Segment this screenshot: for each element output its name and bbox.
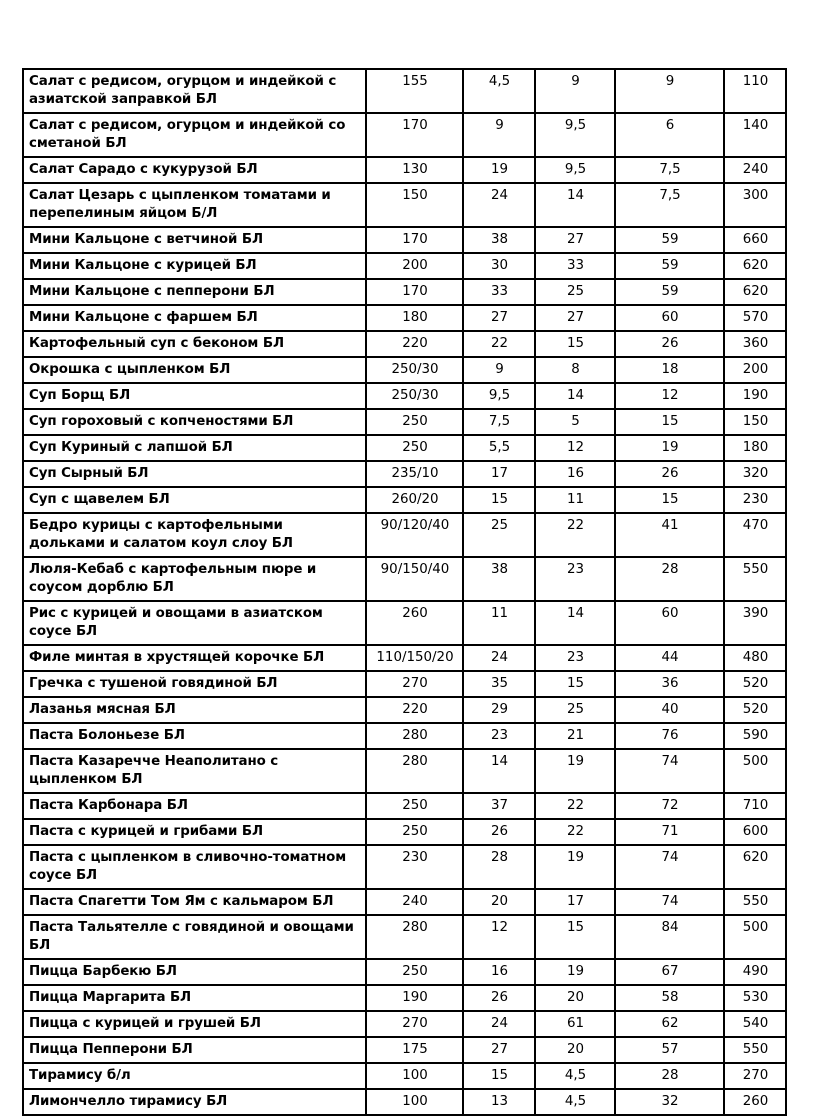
table-row — [23, 357, 786, 383]
dish-name-cell: Салат с редисом, огурцом и индейкой со сметаной БЛ — [23, 113, 366, 157]
dish-name-cell: Мини Кальцоне с фаршем БЛ — [23, 305, 366, 331]
carbs-cell: 74 — [615, 845, 724, 889]
fat-cell: 22 — [535, 793, 615, 819]
kcal-cell: 230 — [724, 487, 786, 513]
nutrition-sheet — [22, 68, 787, 1116]
table-row — [23, 749, 786, 793]
kcal-cell: 140 — [724, 113, 786, 157]
table-row — [23, 69, 786, 113]
kcal-cell: 600 — [724, 819, 786, 845]
dish-name-cell: Паста Казаречче Неаполитано с цыпленком БЛ — [23, 749, 366, 793]
dish-name-cell: Салат Сарадо с кукурузой БЛ — [23, 157, 366, 183]
kcal-cell: 390 — [724, 601, 786, 645]
weight-cell: 220 — [366, 697, 463, 723]
protein-cell: 15 — [463, 487, 535, 513]
table-row — [23, 305, 786, 331]
dish-name-cell: Салат Цезарь с цыпленком томатами и перепелиным яйцом Б/Л — [23, 183, 366, 227]
protein-cell: 38 — [463, 557, 535, 601]
table-row — [23, 331, 786, 357]
carbs-cell: 26 — [615, 461, 724, 487]
kcal-cell: 590 — [724, 723, 786, 749]
table-row — [23, 383, 786, 409]
weight-cell: 250 — [366, 409, 463, 435]
fat-cell: 19 — [535, 749, 615, 793]
fat-cell: 20 — [535, 985, 615, 1011]
carbs-cell: 19 — [615, 435, 724, 461]
protein-cell: 26 — [463, 819, 535, 845]
kcal-cell: 710 — [724, 793, 786, 819]
carbs-cell: 74 — [615, 889, 724, 915]
table-row — [23, 915, 786, 959]
carbs-cell: 32 — [615, 1089, 724, 1115]
protein-cell: 25 — [463, 513, 535, 557]
kcal-cell: 150 — [724, 409, 786, 435]
carbs-cell: 28 — [615, 557, 724, 601]
dish-name-cell: Окрошка с цыпленком БЛ — [23, 357, 366, 383]
dish-name-cell: Пицца Барбекю БЛ — [23, 959, 366, 985]
weight-cell: 190 — [366, 985, 463, 1011]
fat-cell: 14 — [535, 383, 615, 409]
kcal-cell: 570 — [724, 305, 786, 331]
fat-cell: 22 — [535, 513, 615, 557]
fat-cell: 22 — [535, 819, 615, 845]
protein-cell: 29 — [463, 697, 535, 723]
table-row — [23, 1089, 786, 1115]
table-row — [23, 959, 786, 985]
dish-name-cell: Бедро курицы с картофельными дольками и салатом коул слоу БЛ — [23, 513, 366, 557]
carbs-cell: 18 — [615, 357, 724, 383]
dish-name-cell: Суп с щавелем БЛ — [23, 487, 366, 513]
dish-name-cell: Мини Кальцоне с ветчиной БЛ — [23, 227, 366, 253]
protein-cell: 27 — [463, 305, 535, 331]
table-row — [23, 487, 786, 513]
fat-cell: 19 — [535, 959, 615, 985]
weight-cell: 90/120/40 — [366, 513, 463, 557]
weight-cell: 250 — [366, 435, 463, 461]
weight-cell: 240 — [366, 889, 463, 915]
dish-name-cell: Мини Кальцоне с курицей БЛ — [23, 253, 366, 279]
protein-cell: 24 — [463, 183, 535, 227]
protein-cell: 12 — [463, 915, 535, 959]
kcal-cell: 190 — [724, 383, 786, 409]
dish-name-cell: Паста с курицей и грибами БЛ — [23, 819, 366, 845]
kcal-cell: 530 — [724, 985, 786, 1011]
protein-cell: 22 — [463, 331, 535, 357]
carbs-cell: 59 — [615, 279, 724, 305]
kcal-cell: 520 — [724, 697, 786, 723]
protein-cell: 37 — [463, 793, 535, 819]
table-row — [23, 435, 786, 461]
kcal-cell: 520 — [724, 671, 786, 697]
carbs-cell: 60 — [615, 601, 724, 645]
protein-cell: 27 — [463, 1037, 535, 1063]
kcal-cell: 620 — [724, 845, 786, 889]
fat-cell: 33 — [535, 253, 615, 279]
fat-cell: 17 — [535, 889, 615, 915]
protein-cell: 11 — [463, 601, 535, 645]
weight-cell: 220 — [366, 331, 463, 357]
protein-cell: 26 — [463, 985, 535, 1011]
fat-cell: 9,5 — [535, 157, 615, 183]
fat-cell: 19 — [535, 845, 615, 889]
carbs-cell: 57 — [615, 1037, 724, 1063]
kcal-cell: 180 — [724, 435, 786, 461]
kcal-cell: 500 — [724, 749, 786, 793]
table-row — [23, 557, 786, 601]
protein-cell: 33 — [463, 279, 535, 305]
weight-cell: 170 — [366, 227, 463, 253]
protein-cell: 7,5 — [463, 409, 535, 435]
table-row — [23, 157, 786, 183]
weight-cell: 90/150/40 — [366, 557, 463, 601]
weight-cell: 280 — [366, 723, 463, 749]
table-row — [23, 1063, 786, 1089]
weight-cell: 155 — [366, 69, 463, 113]
table-row — [23, 645, 786, 671]
carbs-cell: 36 — [615, 671, 724, 697]
nutrition-table — [22, 68, 787, 1116]
carbs-cell: 71 — [615, 819, 724, 845]
kcal-cell: 200 — [724, 357, 786, 383]
table-row — [23, 793, 786, 819]
table-row — [23, 889, 786, 915]
dish-name-cell: Тирамису б/л — [23, 1063, 366, 1089]
kcal-cell: 620 — [724, 279, 786, 305]
kcal-cell: 550 — [724, 1037, 786, 1063]
protein-cell: 19 — [463, 157, 535, 183]
table-row — [23, 227, 786, 253]
carbs-cell: 26 — [615, 331, 724, 357]
carbs-cell: 74 — [615, 749, 724, 793]
fat-cell: 14 — [535, 183, 615, 227]
kcal-cell: 260 — [724, 1089, 786, 1115]
weight-cell: 110/150/20 — [366, 645, 463, 671]
protein-cell: 35 — [463, 671, 535, 697]
protein-cell: 14 — [463, 749, 535, 793]
weight-cell: 170 — [366, 279, 463, 305]
dish-name-cell: Паста Спагетти Том Ям с кальмаром БЛ — [23, 889, 366, 915]
fat-cell: 15 — [535, 671, 615, 697]
dish-name-cell: Лазанья мясная БЛ — [23, 697, 366, 723]
protein-cell: 24 — [463, 645, 535, 671]
dish-name-cell: Рис с курицей и овощами в азиатском соусе БЛ — [23, 601, 366, 645]
fat-cell: 16 — [535, 461, 615, 487]
protein-cell: 9 — [463, 357, 535, 383]
table-row — [23, 845, 786, 889]
dish-name-cell: Пицца с курицей и грушей БЛ — [23, 1011, 366, 1037]
carbs-cell: 9 — [615, 69, 724, 113]
table-row — [23, 601, 786, 645]
fat-cell: 15 — [535, 915, 615, 959]
weight-cell: 250 — [366, 793, 463, 819]
carbs-cell: 7,5 — [615, 183, 724, 227]
dish-name-cell: Паста Болоньезе БЛ — [23, 723, 366, 749]
carbs-cell: 67 — [615, 959, 724, 985]
dish-name-cell: Картофельный суп с беконом БЛ — [23, 331, 366, 357]
weight-cell: 130 — [366, 157, 463, 183]
kcal-cell: 480 — [724, 645, 786, 671]
table-row — [23, 985, 786, 1011]
table-row — [23, 183, 786, 227]
weight-cell: 180 — [366, 305, 463, 331]
weight-cell: 280 — [366, 749, 463, 793]
carbs-cell: 76 — [615, 723, 724, 749]
kcal-cell: 270 — [724, 1063, 786, 1089]
dish-name-cell: Суп Куриный с лапшой БЛ — [23, 435, 366, 461]
protein-cell: 9,5 — [463, 383, 535, 409]
dish-name-cell: Лимончелло тирамису БЛ — [23, 1089, 366, 1115]
dish-name-cell: Суп Борщ БЛ — [23, 383, 366, 409]
kcal-cell: 540 — [724, 1011, 786, 1037]
kcal-cell: 550 — [724, 889, 786, 915]
carbs-cell: 84 — [615, 915, 724, 959]
table-row — [23, 723, 786, 749]
carbs-cell: 41 — [615, 513, 724, 557]
dish-name-cell: Пицца Маргарита БЛ — [23, 985, 366, 1011]
carbs-cell: 44 — [615, 645, 724, 671]
fat-cell: 27 — [535, 227, 615, 253]
kcal-cell: 660 — [724, 227, 786, 253]
carbs-cell: 59 — [615, 227, 724, 253]
carbs-cell: 15 — [615, 487, 724, 513]
dish-name-cell: Суп Сырный БЛ — [23, 461, 366, 487]
fat-cell: 25 — [535, 279, 615, 305]
protein-cell: 28 — [463, 845, 535, 889]
fat-cell: 9 — [535, 69, 615, 113]
carbs-cell: 40 — [615, 697, 724, 723]
weight-cell: 260 — [366, 601, 463, 645]
dish-name-cell: Суп гороховый с копченостями БЛ — [23, 409, 366, 435]
protein-cell: 5,5 — [463, 435, 535, 461]
carbs-cell: 12 — [615, 383, 724, 409]
protein-cell: 23 — [463, 723, 535, 749]
fat-cell: 61 — [535, 1011, 615, 1037]
fat-cell: 23 — [535, 557, 615, 601]
protein-cell: 16 — [463, 959, 535, 985]
carbs-cell: 6 — [615, 113, 724, 157]
protein-cell: 13 — [463, 1089, 535, 1115]
carbs-cell: 72 — [615, 793, 724, 819]
table-row — [23, 513, 786, 557]
weight-cell: 100 — [366, 1063, 463, 1089]
carbs-cell: 15 — [615, 409, 724, 435]
table-row — [23, 671, 786, 697]
weight-cell: 260/20 — [366, 487, 463, 513]
weight-cell: 175 — [366, 1037, 463, 1063]
weight-cell: 150 — [366, 183, 463, 227]
weight-cell: 270 — [366, 671, 463, 697]
fat-cell: 5 — [535, 409, 615, 435]
dish-name-cell: Гречка с тушеной говядиной БЛ — [23, 671, 366, 697]
weight-cell: 280 — [366, 915, 463, 959]
protein-cell: 15 — [463, 1063, 535, 1089]
carbs-cell: 7,5 — [615, 157, 724, 183]
kcal-cell: 550 — [724, 557, 786, 601]
dish-name-cell: Салат с редисом, огурцом и индейкой с азиатской заправкой БЛ — [23, 69, 366, 113]
weight-cell: 250 — [366, 819, 463, 845]
fat-cell: 25 — [535, 697, 615, 723]
kcal-cell: 500 — [724, 915, 786, 959]
kcal-cell: 490 — [724, 959, 786, 985]
fat-cell: 20 — [535, 1037, 615, 1063]
fat-cell: 12 — [535, 435, 615, 461]
fat-cell: 9,5 — [535, 113, 615, 157]
protein-cell: 24 — [463, 1011, 535, 1037]
table-row — [23, 279, 786, 305]
table-row — [23, 253, 786, 279]
kcal-cell: 110 — [724, 69, 786, 113]
weight-cell: 200 — [366, 253, 463, 279]
kcal-cell: 320 — [724, 461, 786, 487]
carbs-cell: 28 — [615, 1063, 724, 1089]
weight-cell: 270 — [366, 1011, 463, 1037]
table-row — [23, 1011, 786, 1037]
dish-name-cell: Мини Кальцоне с пепперони БЛ — [23, 279, 366, 305]
carbs-cell: 58 — [615, 985, 724, 1011]
kcal-cell: 620 — [724, 253, 786, 279]
table-row — [23, 113, 786, 157]
table-row — [23, 409, 786, 435]
protein-cell: 9 — [463, 113, 535, 157]
weight-cell: 100 — [366, 1089, 463, 1115]
weight-cell: 235/10 — [366, 461, 463, 487]
fat-cell: 4,5 — [535, 1063, 615, 1089]
kcal-cell: 240 — [724, 157, 786, 183]
kcal-cell: 470 — [724, 513, 786, 557]
dish-name-cell: Люля-Кебаб с картофельным пюре и соусом дорблю БЛ — [23, 557, 366, 601]
weight-cell: 250 — [366, 959, 463, 985]
fat-cell: 15 — [535, 331, 615, 357]
table-row — [23, 697, 786, 723]
protein-cell: 30 — [463, 253, 535, 279]
carbs-cell: 62 — [615, 1011, 724, 1037]
dish-name-cell: Паста Тальятелле с говядиной и овощами БЛ — [23, 915, 366, 959]
dish-name-cell: Филе минтая в хрустящей корочке БЛ — [23, 645, 366, 671]
weight-cell: 250/30 — [366, 383, 463, 409]
table-row — [23, 1037, 786, 1063]
weight-cell: 230 — [366, 845, 463, 889]
fat-cell: 11 — [535, 487, 615, 513]
dish-name-cell: Паста с цыпленком в сливочно-томатном соусе БЛ — [23, 845, 366, 889]
table-row — [23, 819, 786, 845]
carbs-cell: 59 — [615, 253, 724, 279]
weight-cell: 170 — [366, 113, 463, 157]
kcal-cell: 360 — [724, 331, 786, 357]
fat-cell: 27 — [535, 305, 615, 331]
protein-cell: 20 — [463, 889, 535, 915]
protein-cell: 17 — [463, 461, 535, 487]
fat-cell: 8 — [535, 357, 615, 383]
table-body — [23, 69, 786, 1115]
fat-cell: 4,5 — [535, 1089, 615, 1115]
protein-cell: 4,5 — [463, 69, 535, 113]
fat-cell: 14 — [535, 601, 615, 645]
kcal-cell: 300 — [724, 183, 786, 227]
dish-name-cell: Пицца Пепперони БЛ — [23, 1037, 366, 1063]
fat-cell: 21 — [535, 723, 615, 749]
table-row — [23, 461, 786, 487]
carbs-cell: 60 — [615, 305, 724, 331]
weight-cell: 250/30 — [366, 357, 463, 383]
dish-name-cell: Паста Карбонара БЛ — [23, 793, 366, 819]
protein-cell: 38 — [463, 227, 535, 253]
fat-cell: 23 — [535, 645, 615, 671]
